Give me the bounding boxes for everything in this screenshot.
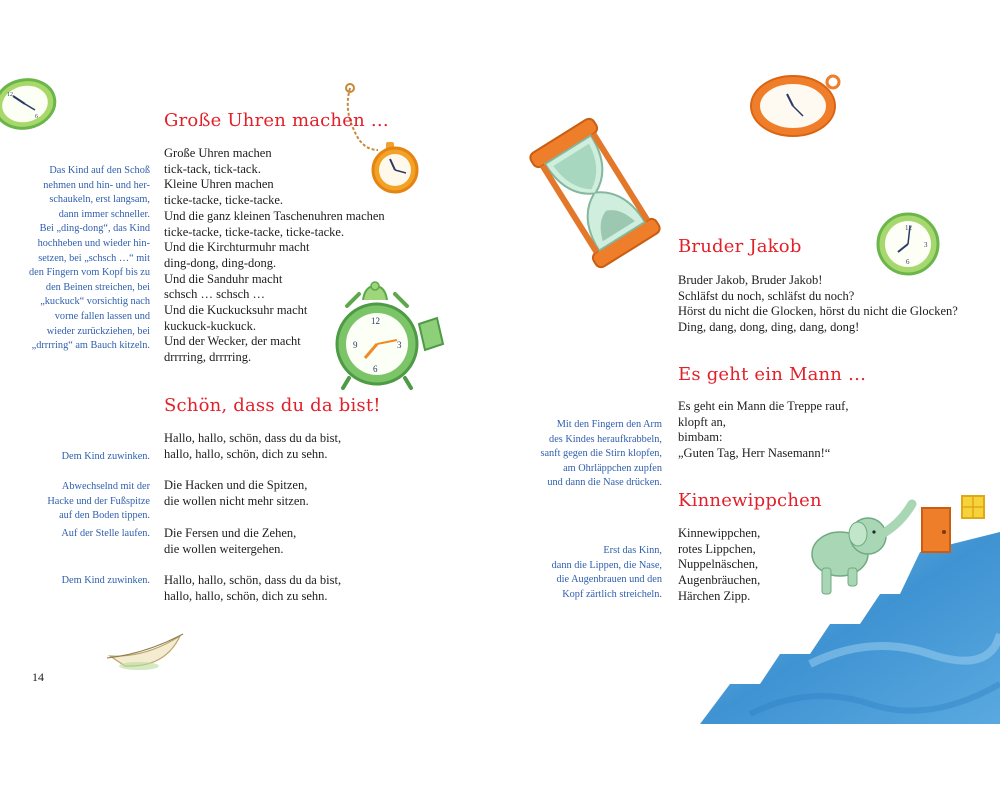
instruction-stanza-4 bbox=[62, 574, 150, 589]
verse-stanza-1 bbox=[164, 431, 341, 462]
instruction-line: hochheben und wieder hin- bbox=[37, 237, 150, 249]
instruction-line: „kuckuck“ vorsichtig nach bbox=[40, 296, 150, 308]
verse-line: rotes Lippchen, bbox=[678, 541, 756, 556]
instruction-line: am Ohrläppchen zupfen bbox=[563, 462, 662, 474]
instruction-line: des Kindes heraufkrabbeln, bbox=[549, 433, 662, 445]
song-title-grosse-uhren: Große Uhren machen … bbox=[164, 110, 389, 131]
svg-text:6: 6 bbox=[35, 114, 38, 120]
green-wall-clock-icon bbox=[0, 72, 65, 142]
instruction-line: den Fingern vom Kopf bis zu bbox=[29, 267, 150, 279]
verse-stanza-3 bbox=[164, 526, 296, 557]
instruction-stanza-1 bbox=[62, 450, 150, 465]
instruction-line: vorne fallen lassen und bbox=[54, 310, 150, 322]
verse-line: Und die Kuckucksuhr macht bbox=[164, 303, 308, 318]
verse-line: ticke-tacke, ticke-tacke, ticke-tacke. bbox=[164, 224, 345, 239]
verse-line: tick-tack, tick-tack. bbox=[164, 161, 261, 176]
verse-stanza-2 bbox=[164, 478, 309, 509]
hourglass-icon bbox=[530, 118, 660, 268]
verse-line: Und die Kirchturmuhr macht bbox=[164, 240, 310, 255]
instruction-line: und dann die Nase drücken. bbox=[547, 477, 662, 489]
instruction-line: „drrrring“ am Bauch kitzeln. bbox=[31, 340, 150, 352]
svg-text:12: 12 bbox=[371, 316, 380, 326]
instruction-line: schaukeln, erst langsam, bbox=[49, 194, 150, 206]
instruction-line: setzen, bei „schsch …“ mit bbox=[38, 252, 150, 264]
small-green-clock-icon bbox=[876, 212, 946, 282]
verse-line: hallo, hallo, schön, dich zu sehn. bbox=[164, 446, 328, 461]
instruction-line: Mit den Fingern den Arm bbox=[556, 419, 662, 430]
instruction-line: Das Kind auf den Schoß bbox=[49, 165, 150, 176]
instruction-line: Auf der Stelle laufen. bbox=[61, 528, 150, 539]
instruction-line: nehmen und hin- und her- bbox=[43, 179, 150, 191]
verse-line: Hallo, hallo, schön, dass du da bist, bbox=[164, 431, 342, 445]
verse-line: Ding, dang, dong, ding, dang, dong! bbox=[678, 320, 860, 335]
verse-kinnewippchen bbox=[678, 526, 760, 605]
instruction-line: Dem Kind zuwinken. bbox=[61, 451, 150, 462]
verse-es-geht-ein-mann bbox=[678, 399, 848, 462]
verse-line: Die Hacken und die Spitzen, bbox=[164, 478, 308, 492]
verse-stanza-4 bbox=[164, 573, 341, 604]
instruction-kinnewippchen bbox=[552, 544, 662, 602]
verse-line: Härchen Zipp. bbox=[678, 588, 751, 603]
verse-line: die wollen weitergehen. bbox=[164, 541, 284, 556]
verse-line: Augenbräuchen, bbox=[678, 573, 761, 588]
song-title-kinnewippchen: Kinnewippchen bbox=[678, 490, 822, 511]
instruction-es-geht-ein-mann bbox=[540, 418, 662, 491]
svg-text:12: 12 bbox=[905, 224, 912, 232]
verse-line: „Guten Tag, Herr Nasemann!“ bbox=[678, 446, 831, 461]
verse-line: Die Fersen und die Zehen, bbox=[164, 526, 297, 540]
instruction-line: dann immer schneller. bbox=[58, 208, 150, 220]
svg-text:3: 3 bbox=[924, 241, 928, 249]
svg-text:6: 6 bbox=[906, 258, 910, 266]
verse-line: Kinnewippchen, bbox=[678, 526, 761, 540]
verse-bruder-jakob bbox=[678, 273, 958, 336]
svg-text:9: 9 bbox=[353, 340, 358, 350]
page-number: 14 bbox=[32, 670, 44, 684]
verse-line: Und die Sanduhr macht bbox=[164, 271, 283, 286]
song-title-bruder-jakob: Bruder Jakob bbox=[678, 236, 802, 257]
verse-line: Kleine Uhren machen bbox=[164, 177, 274, 192]
verse-grosse-uhren bbox=[164, 146, 385, 366]
verse-line: kuckuck-kuckuck. bbox=[164, 318, 256, 333]
verse-line: Und die ganz kleinen Taschenuhren machen bbox=[164, 208, 385, 223]
instruction-line: Hacke und der Fußspitze bbox=[47, 495, 150, 507]
verse-line: Schläfst du noch, schläfst du noch? bbox=[678, 288, 855, 303]
instruction-line: Dem Kind zuwinken. bbox=[61, 575, 150, 586]
verse-line: Es geht ein Mann die Treppe rauf, bbox=[678, 399, 849, 413]
instruction-line: den Beinen streichen, bei bbox=[45, 281, 150, 293]
verse-line: klopft an, bbox=[678, 414, 726, 429]
song-title-schoen-dass-du-da-bist: Schön, dass du da bist! bbox=[164, 395, 381, 416]
verse-line: Bruder Jakob, Bruder Jakob! bbox=[678, 273, 823, 287]
verse-line: Und der Wecker, der macht bbox=[164, 334, 301, 349]
instruction-stanza-2 bbox=[47, 480, 150, 524]
verse-line: ding-dong, ding-dong. bbox=[164, 255, 277, 270]
instruction-line: die Augenbrauen und den bbox=[556, 574, 662, 586]
instruction-line: Bei „ding-dong“, das Kind bbox=[39, 223, 150, 235]
song-title-es-geht-ein-mann: Es geht ein Mann … bbox=[678, 364, 867, 385]
verse-line: bimbam: bbox=[678, 430, 723, 445]
svg-text:6: 6 bbox=[373, 364, 378, 374]
verse-line: schsch … schsch … bbox=[164, 287, 266, 302]
instruction-line: dann die Lippen, die Nase, bbox=[551, 559, 662, 571]
svg-text:12: 12 bbox=[7, 92, 13, 98]
instruction-line: Kopf zärtlich streicheln. bbox=[562, 588, 662, 600]
verse-line: die wollen nicht mehr sitzen. bbox=[164, 493, 309, 508]
instruction-grosse-uhren bbox=[29, 164, 150, 354]
verse-line: Hörst du nicht die Glocken, hörst du nicht die Glocken? bbox=[678, 304, 958, 319]
instruction-line: wieder zurückziehen, bei bbox=[46, 325, 150, 337]
instruction-line: auf den Boden tippen. bbox=[59, 510, 150, 522]
verse-line: ticke-tacke, ticke-tacke. bbox=[164, 193, 284, 208]
instruction-stanza-3 bbox=[61, 527, 150, 542]
orange-clock-icon bbox=[745, 68, 845, 148]
instruction-line: Erst das Kinn, bbox=[603, 545, 662, 556]
instruction-line: sanft gegen die Stirn klopfen, bbox=[540, 448, 662, 460]
svg-text:3: 3 bbox=[397, 340, 402, 350]
feather-icon bbox=[105, 628, 205, 678]
verse-line: Nuppelnäschen, bbox=[678, 557, 759, 572]
verse-line: Große Uhren machen bbox=[164, 146, 272, 160]
verse-line: Hallo, hallo, schön, dass du da bist, bbox=[164, 573, 342, 587]
instruction-line: Abwechselnd mit der bbox=[61, 481, 150, 492]
verse-line: hallo, hallo, schön, dich zu sehn. bbox=[164, 588, 328, 603]
verse-line: drrrring, drrrring. bbox=[164, 350, 252, 365]
